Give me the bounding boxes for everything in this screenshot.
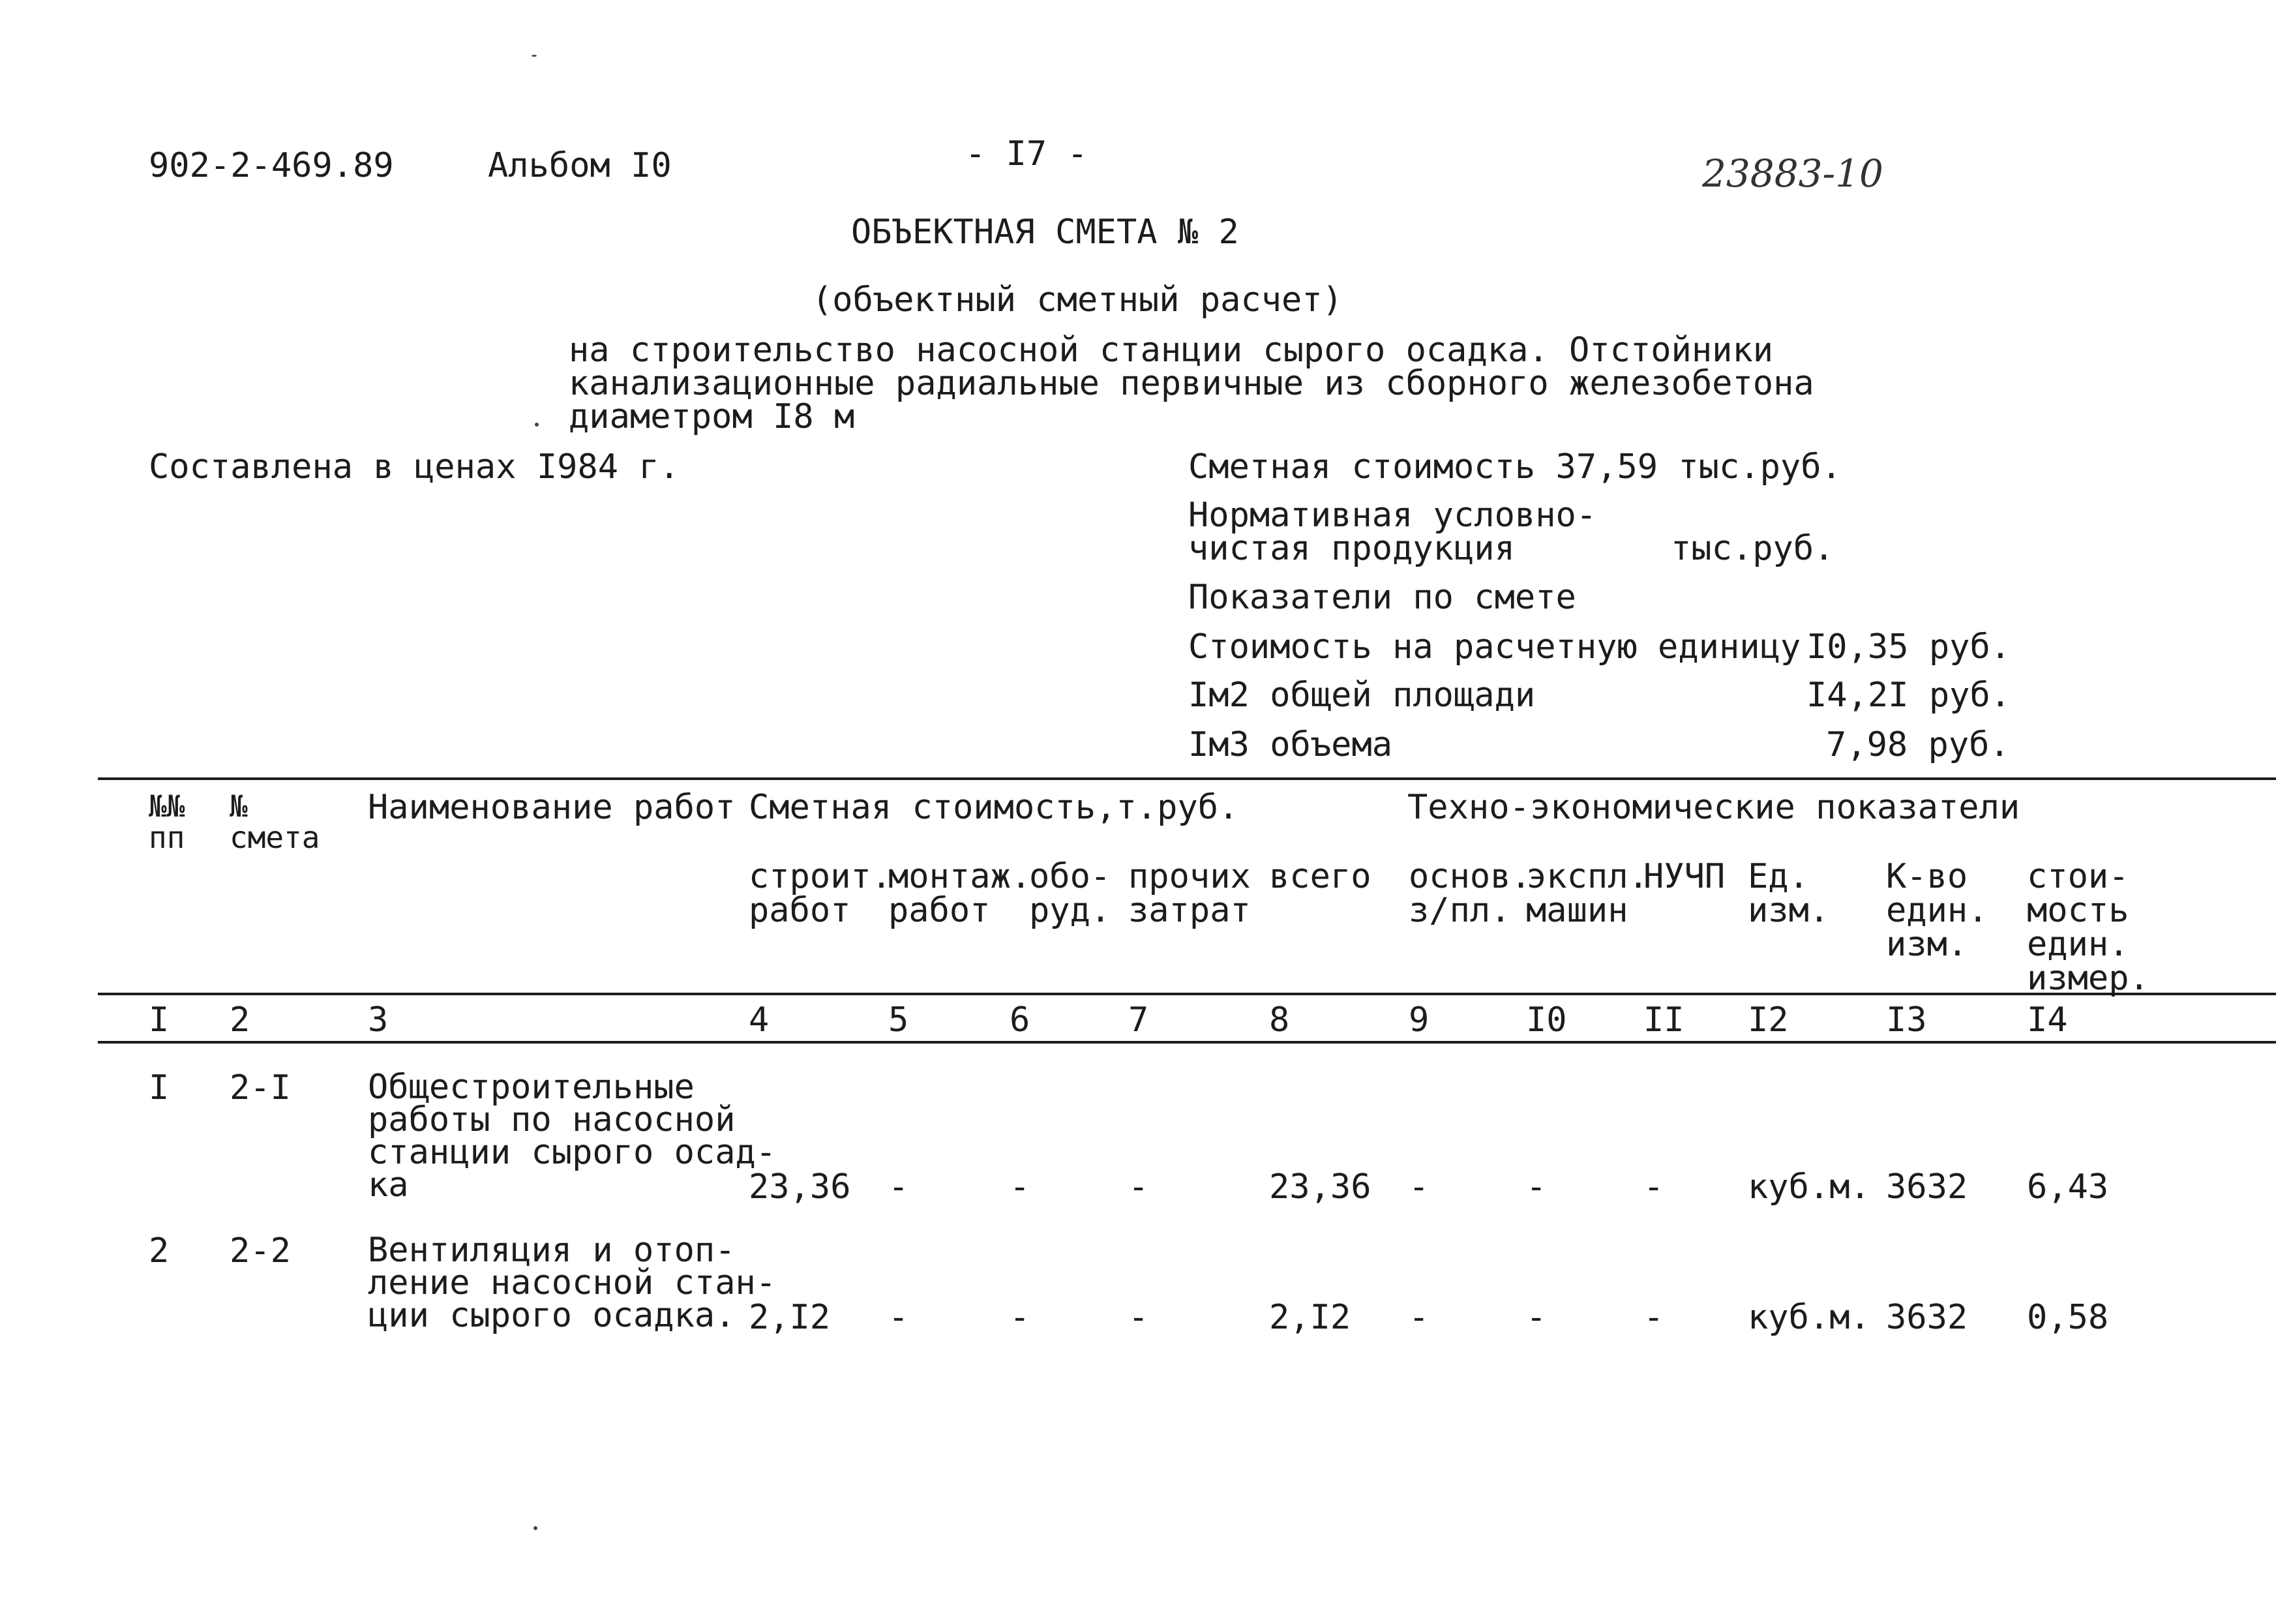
row-machine-operation: - [1526,1167,1547,1207]
normative-label-line-1: Нормативная условно- [1188,496,1597,535]
row-work-name: Вентиляция и отоп- ление насосной стан- ции сырого осадка. [368,1231,777,1335]
column-number: I [149,1000,170,1040]
estimated-cost: Сметная стоимость 37,59 тыс.руб. [1188,447,1842,487]
row-unit-cost: 6,43 [2027,1167,2109,1207]
description-line-2: канализационные радиальные первичные из сборного железобетона [569,364,1814,403]
row-construction-cost: 2,I2 [749,1298,831,1337]
column-number: 8 [1269,1000,1290,1040]
header-quantity: К-во един. изм. [1886,857,1988,964]
scan-speck [532,55,537,57]
archive-number: 23883-10 [1702,151,1883,196]
document-code: 902-2-469.89 [149,146,394,185]
column-number: 4 [749,1000,770,1040]
document-subtitle: (объектный сметный расчет) [812,280,1343,320]
column-number: I4 [2027,1000,2068,1040]
area-cost-value: I4,2I руб. [1806,676,2011,715]
column-number: 6 [1010,1000,1030,1040]
row-number: I [149,1068,170,1107]
normative-label-line-2: чистая продукция [1188,529,1515,568]
normative-unit: тыс.руб. [1671,529,1834,568]
unit-cost-value: I0,35 руб. [1806,627,2011,667]
row-machine-operation: - [1526,1298,1547,1337]
header-base-wage: основ. з/пл. [1409,857,1531,930]
row-quantity: 3632 [1886,1167,1968,1207]
row-nuchp: - [1643,1167,1664,1207]
row-base-wage: - [1409,1167,1430,1207]
unit-cost-label: Стоимость на расчетную единицу [1188,627,1801,667]
header-nuchp: НУЧП [1643,857,1726,896]
column-number: II [1643,1000,1685,1040]
header-unit: Ед. изм. [1748,857,1830,930]
volume-cost-value: 7,98 руб. [1826,725,2010,764]
page-number: - I7 - [965,134,1088,173]
column-number: 2 [230,1000,250,1040]
row-number: 2 [149,1231,170,1271]
header-work-name: Наименование работ [368,788,736,827]
header-cost-group: Сметная стоимость,т.руб. [749,788,1239,827]
header-row-number: №№ пп [149,789,185,855]
header-mounting: монтаж. работ [888,857,1032,930]
row-total-cost: 23,36 [1269,1167,1371,1207]
row-unit: куб.м. [1748,1167,1870,1207]
indicators-heading: Показатели по смете [1188,578,1576,617]
header-tech-group: Техно-экономические показатели [1407,788,2020,827]
header-equipment: обо- руд. [1029,857,1111,930]
document-title: ОБЪЕКТНАЯ СМЕТА № 2 [851,213,1239,252]
header-bottom-rule [98,993,2276,995]
row-other-cost: - [1128,1298,1149,1337]
row-estimate: 2-I [230,1068,291,1107]
column-number: I0 [1526,1000,1567,1040]
header-total: всего [1269,857,1371,896]
row-mounting-cost: - [888,1298,909,1337]
column-number: I2 [1748,1000,1789,1040]
header-machine-operation: экспл. машин [1526,857,1649,930]
description-line-1: на строительство насосной станции сырого осадка. Отстойники [569,331,1774,370]
header-other-costs: прочих затрат [1128,857,1251,930]
header-construction: строит. работ [749,857,892,930]
price-base-note: Составлена в ценах I984 г. [149,447,680,487]
row-unit-cost: 0,58 [2027,1298,2109,1337]
header-unit-cost: стои- мость един. измер. [2027,857,2149,998]
album-number: Альбом I0 [488,146,672,185]
row-quantity: 3632 [1886,1298,1968,1337]
description-line-3: диаметром I8 м [569,397,855,436]
area-cost-label: Iм2 общей площади [1188,676,1536,715]
row-nuchp: - [1643,1298,1664,1337]
row-equipment-cost: - [1010,1298,1030,1337]
row-work-name: Общестроительные работы по насосной станции сырого осад- ка [368,1068,777,1205]
scan-speck [535,423,539,427]
header-estimate-number: № смета [230,789,320,855]
row-equipment-cost: - [1010,1167,1030,1207]
column-number: 3 [368,1000,389,1040]
volume-cost-label: Iм3 объема [1188,725,1393,764]
row-mounting-cost: - [888,1167,909,1207]
row-unit: куб.м. [1748,1298,1870,1337]
row-other-cost: - [1128,1167,1149,1207]
column-number: I3 [1886,1000,1927,1040]
row-base-wage: - [1409,1298,1430,1337]
column-number: 7 [1128,1000,1149,1040]
column-number: 9 [1409,1000,1430,1040]
column-number: 5 [888,1000,909,1040]
column-numbers-rule [98,1041,2276,1044]
scan-speck [533,1526,537,1530]
row-estimate: 2-2 [230,1231,291,1271]
row-construction-cost: 23,36 [749,1167,851,1207]
row-total-cost: 2,I2 [1269,1298,1351,1337]
table-top-rule [98,777,2276,780]
